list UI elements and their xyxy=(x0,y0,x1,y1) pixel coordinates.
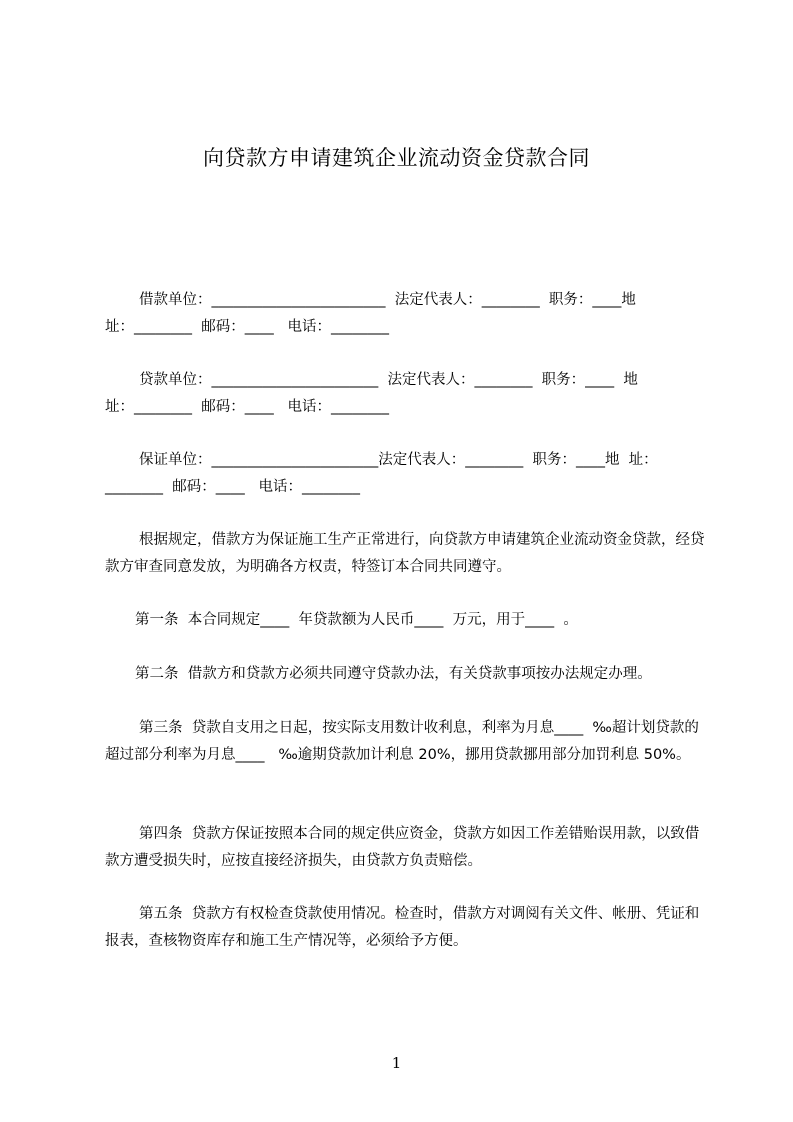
document-title: 向贷款方申请建筑企业流动资金贷款合同 xyxy=(203,146,590,170)
article-2: 第二条 借款方和贷款方必须共同遵守贷款办法，有关贷款事项按办法规定办理。 xyxy=(135,666,652,682)
article-5: 第五条 贷款方有权检查贷款使用情况。检查时，借款方对调阅有关文件、帐册、凭证和报表，查核物资库存和施工生产情况等，必须给予方便。 xyxy=(105,906,700,949)
guarantor-info-line-1: 保证单位：_______________________法定代表人：________ 职务：____地 址： xyxy=(139,452,658,468)
preamble-paragraph: 根据规定，借款方为保证施工生产正常进行，向贷款方申请建筑企业流动资金贷款，经贷款方审查同意发放，为明确各方权责，特签订本合同共同遵守。 xyxy=(105,532,705,575)
guarantor-info-line-2: ________ 邮码：____ 电话：________ xyxy=(105,479,361,495)
borrower-info-line-2: 址：________ 邮码：____ 电话：________ xyxy=(105,319,390,335)
borrower-info-line-1: 借款单位：________________________ 法定代表人：________ 职务：____地 xyxy=(139,292,636,308)
article-3: 第三条 贷款自支用之日起，按实际支用数计收利息，利率为月息____ ‰超计划贷款的超过部分利率为月息____ ‰逾期贷款加计利息 20%，挪用贷款挪用部分加罚利息 50%。 xyxy=(105,720,699,763)
lender-info-line-1: 贷款单位：_______________________ 法定代表人：________ 职务：____ 地 xyxy=(139,372,638,388)
lender-info-line-2: 址：________ 邮码：____ 电话：________ xyxy=(105,399,390,415)
article-4: 第四条 贷款方保证按照本合同的规定供应资金，贷款方如因工作差错贻误用款，以致借款方遭受损失时，应按直接经济损失，由贷款方负责赔偿。 xyxy=(105,826,700,869)
page-number: 1 xyxy=(391,1054,402,1072)
article-1: 第一条 本合同规定____ 年贷款额为人民币____ 万元，用于____ 。 xyxy=(135,612,578,628)
